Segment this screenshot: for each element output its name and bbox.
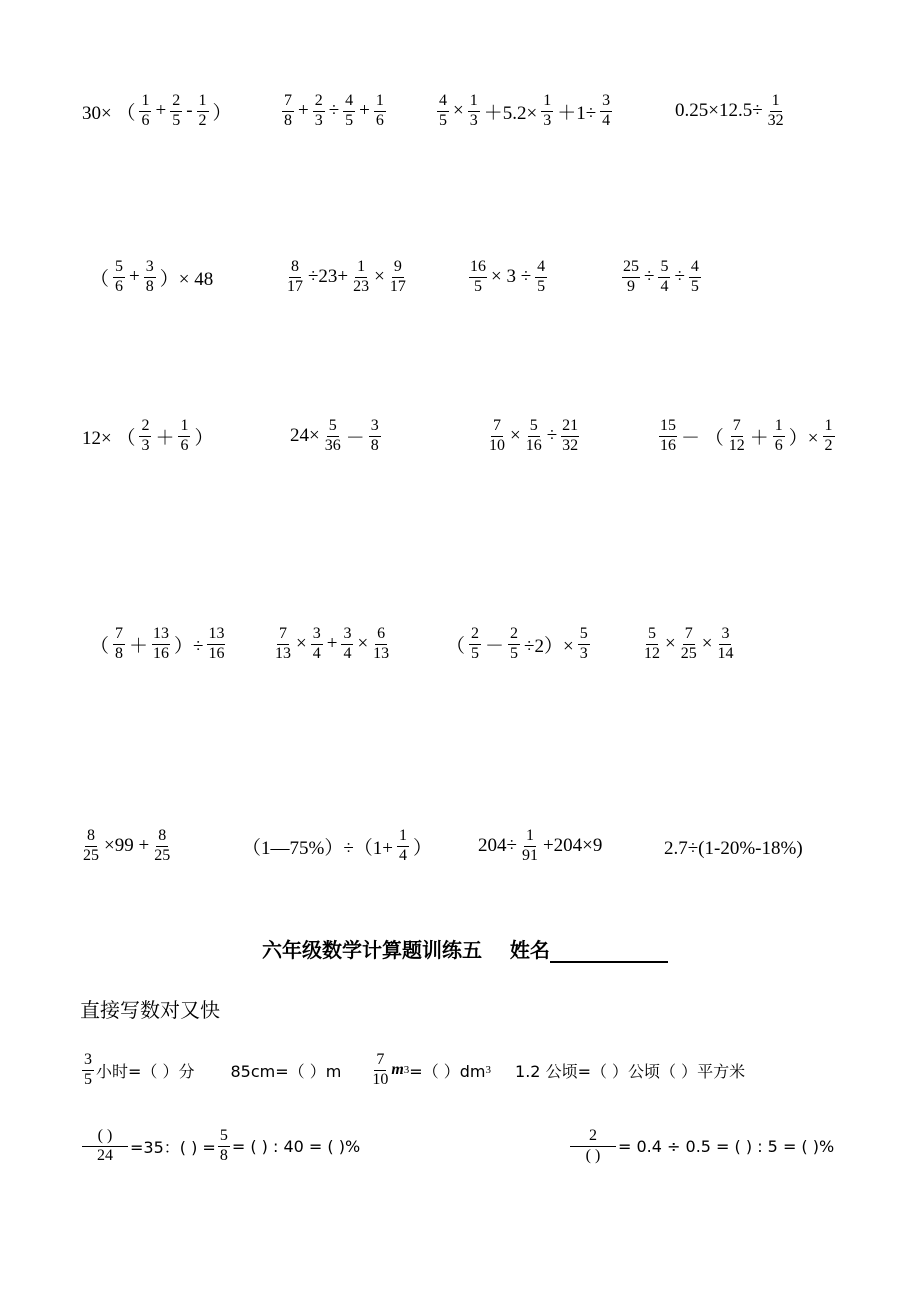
operator-text: × [453, 100, 464, 122]
expression-2-4 [620, 259, 703, 296]
numerator: 21 [561, 418, 579, 437]
numerator: 9 [392, 259, 404, 278]
operator-text: ）÷ [174, 635, 204, 657]
fraction [372, 626, 390, 663]
expression-3-3 [486, 418, 581, 455]
denominator: 12 [728, 436, 745, 454]
denominator: 2 [198, 111, 207, 129]
operator-text: ×99 + [104, 835, 150, 857]
numerator: 5 [528, 418, 540, 437]
q1-mid-c: =（ ）dm [409, 1061, 486, 1081]
q2-left-text: =35：( ) = [130, 1137, 216, 1157]
q1-unit-c: m [391, 1061, 404, 1079]
operator-text: 2.7÷(1-20%-18%) [664, 838, 803, 859]
operator-text: × 3 ÷ [491, 266, 532, 288]
operator-text: ＋ [749, 427, 769, 449]
operator-text: 24× [290, 425, 320, 447]
operator-text: ÷ [328, 100, 340, 122]
expression-4-3 [444, 626, 592, 663]
title-text: 六年级数学计算题训练五 [262, 938, 482, 962]
fraction [659, 418, 677, 455]
fraction [313, 93, 325, 130]
fraction [324, 418, 342, 455]
operator-text: 204÷ [478, 835, 517, 857]
numerator: 5 [327, 418, 339, 437]
fraction [152, 626, 170, 663]
denominator: 4 [312, 644, 321, 662]
operator-text: ） [412, 837, 432, 859]
operator-text: － [345, 427, 365, 449]
fraction [823, 418, 835, 455]
denominator: 4 [660, 277, 669, 295]
numerator: 7 [282, 93, 294, 112]
operator-text: ÷ [644, 266, 655, 288]
numerator: 13 [207, 626, 225, 645]
operator-text: × [357, 633, 369, 655]
expression-5-3 [476, 828, 604, 865]
operator-text: ） [212, 102, 232, 124]
denominator: 5 [537, 277, 546, 295]
fraction [139, 93, 151, 130]
numerator: 7 [683, 626, 695, 645]
operator-text: ）× [788, 427, 819, 449]
expression-4-4 [641, 626, 736, 663]
name-blank[interactable] [550, 941, 668, 963]
numerator: 13 [152, 626, 170, 645]
denominator: 6 [141, 111, 150, 129]
denominator: 5 [172, 111, 181, 129]
fraction [153, 828, 171, 865]
numerator: 2 [313, 93, 325, 112]
expression-2-1 [88, 259, 215, 296]
denominator: 3 [579, 644, 588, 662]
fraction [680, 626, 698, 663]
fraction [716, 626, 734, 663]
denominator: 4 [602, 111, 611, 129]
problem-row-1 [0, 73, 920, 153]
fraction [488, 418, 506, 455]
numerator: 1 [524, 828, 536, 847]
worksheet-title [262, 934, 668, 963]
quick-line-2 [80, 1128, 360, 1165]
numerator: 15 [659, 418, 677, 437]
operator-text: ÷2）× [524, 635, 574, 657]
q1-sup-c: 3 [403, 1064, 410, 1077]
operator-text: + [155, 100, 167, 122]
numerator: 5 [113, 259, 125, 278]
operator-text: － [485, 635, 505, 657]
numerator: 3 [311, 626, 323, 645]
numerator: 1 [541, 93, 553, 112]
section-subtitle: 直接写数对又快 [80, 998, 220, 1022]
denominator: 6 [774, 436, 783, 454]
denominator: 25 [680, 644, 697, 662]
operator-text: × [510, 425, 521, 447]
operator-text: 12× （ [82, 427, 136, 449]
fraction [437, 93, 449, 130]
numerator: 3 [719, 626, 731, 645]
numerator: 1 [374, 93, 386, 112]
expression-5-1 [80, 828, 173, 865]
fraction [521, 828, 539, 865]
fraction [389, 259, 407, 296]
q1-frac-c: $\frac{7}{10}$ [372, 1051, 389, 1088]
fraction [197, 93, 209, 130]
fraction [658, 259, 670, 296]
expression-3-4 [657, 418, 837, 455]
numerator: 4 [437, 93, 449, 112]
denominator: 3 [469, 111, 478, 129]
q1-text-d: 1.2 公顷=（ ）公顷（ ）平方米 [515, 1061, 746, 1081]
operator-text: 0.25×12.5÷ [675, 100, 763, 122]
operator-text: （1—75%）÷（1+ [242, 837, 393, 859]
expression-5-2 [240, 828, 434, 865]
denominator: 16 [525, 436, 542, 454]
numerator: 4 [343, 93, 355, 112]
fraction [274, 626, 292, 663]
fraction [113, 259, 125, 296]
denominator: 16 [660, 436, 676, 454]
fraction [561, 418, 579, 455]
operator-text: + [129, 266, 140, 288]
fraction [622, 259, 640, 296]
numerator: 1 [773, 418, 785, 437]
expression-1-1 [80, 93, 234, 130]
numerator: 5 [646, 626, 658, 645]
fraction [352, 259, 370, 296]
denominator: 25 [83, 846, 99, 864]
operator-text: 30× （ [82, 102, 136, 124]
denominator: 6 [375, 111, 384, 129]
q2-left-tail: = ( ) : 40 = ( )% [231, 1136, 361, 1156]
expression-2-3 [467, 259, 549, 296]
numerator: 2 [139, 418, 151, 437]
operator-text: ＋ [155, 427, 175, 449]
denominator: 6 [115, 277, 124, 295]
denominator: 14 [717, 644, 734, 662]
q2-right-tail: = 0.4 ÷ 0.5 = ( ) : 5 = ( )% [618, 1136, 835, 1156]
numerator: 2 [170, 93, 182, 112]
operator-text: × [701, 633, 713, 655]
denominator: 25 [154, 846, 171, 864]
operator-text: +204×9 [542, 835, 603, 857]
problem-row-2 [0, 245, 920, 325]
fraction [369, 418, 381, 455]
numerator: 7 [277, 626, 289, 645]
numerator: 3 [600, 93, 612, 112]
denominator: 16 [153, 644, 170, 662]
denominator: 91 [521, 846, 538, 864]
operator-text: － （ [681, 427, 724, 449]
denominator: 4 [398, 846, 407, 864]
denominator: 6 [180, 436, 189, 454]
denominator: 8 [115, 644, 124, 662]
numerator: 25 [622, 259, 640, 278]
fraction [728, 418, 746, 455]
expression-5-4 [662, 838, 805, 860]
expression-4-2 [272, 626, 392, 663]
numerator: 7 [731, 418, 743, 437]
name-label: 姓名 [509, 938, 550, 962]
operator-text: ）× 48 [159, 268, 214, 290]
fraction [508, 626, 520, 663]
denominator: 17 [287, 277, 303, 295]
denominator: 32 [767, 111, 784, 129]
numerator: 8 [156, 828, 168, 847]
denominator: 9 [627, 277, 635, 295]
expression-1-3 [435, 93, 614, 130]
fraction [600, 93, 612, 130]
operator-text: ÷23+ [308, 266, 349, 288]
numerator: 1 [139, 93, 151, 112]
fraction [643, 626, 661, 663]
quick-line-2-right [568, 1128, 834, 1165]
expression-3-2 [288, 418, 383, 455]
problem-row-5 [0, 812, 920, 892]
operator-text: ＋ [129, 635, 149, 657]
numerator: 2 [508, 626, 520, 645]
quick-line-1 [80, 1052, 745, 1089]
operator-text: + [359, 100, 370, 122]
denominator: 5 [690, 277, 699, 295]
operator-text: （ [90, 268, 110, 290]
numerator: 1 [823, 418, 835, 437]
numerator: 16 [469, 259, 487, 278]
denominator: 12 [644, 644, 660, 662]
expression-2-2 [284, 259, 409, 296]
fraction [578, 626, 590, 663]
denominator: 32 [562, 436, 579, 454]
numerator: 1 [770, 93, 782, 112]
fraction [286, 259, 304, 296]
numerator: 7 [113, 626, 125, 645]
numerator: 4 [689, 259, 701, 278]
numerator: 1 [178, 418, 190, 437]
numerator: 2 [469, 626, 481, 645]
expression-4-1 [88, 626, 227, 663]
denominator: 3 [141, 436, 150, 454]
operator-text: ） [194, 427, 214, 449]
fraction [139, 418, 151, 455]
fraction [397, 828, 409, 865]
numerator: 3 [369, 418, 381, 437]
denominator: 5 [471, 644, 480, 662]
numerator: 5 [578, 626, 590, 645]
operator-text: + [326, 633, 338, 655]
q1-text-a: 小时=（ ）分 [96, 1061, 195, 1081]
numerator: 4 [535, 259, 547, 278]
operator-text: - [186, 100, 193, 122]
numerator: 5 [658, 259, 670, 278]
fraction [541, 93, 553, 130]
operator-text: ＋1÷ [557, 102, 597, 124]
fraction [113, 626, 125, 663]
operator-text: ÷ [546, 425, 558, 447]
fraction [82, 828, 100, 865]
fraction [178, 418, 190, 455]
numerator: 1 [468, 93, 480, 112]
denominator: 3 [314, 111, 323, 129]
fraction [144, 259, 156, 296]
fraction [170, 93, 182, 130]
numerator: 8 [85, 828, 97, 847]
numerator: 6 [375, 626, 387, 645]
operator-text: + [298, 100, 309, 122]
q2-left-frac: $\frac{( )}{24}$ [82, 1128, 128, 1165]
numerator: 1 [355, 259, 367, 278]
expression-3-1 [80, 418, 216, 455]
fraction [374, 93, 386, 130]
operator-text: × [665, 633, 676, 655]
operator-text: × [296, 633, 307, 655]
operator-text: ＋5.2× [483, 102, 538, 124]
fraction [469, 626, 481, 663]
denominator: 5 [345, 111, 354, 129]
fraction [469, 259, 487, 296]
problem-row-4 [0, 608, 920, 688]
fraction [689, 259, 701, 296]
numerator: 8 [289, 259, 301, 278]
denominator: 5 [474, 277, 482, 295]
expression-1-4 [673, 93, 787, 130]
numerator: 3 [144, 259, 156, 278]
fraction [311, 626, 323, 663]
fraction [282, 93, 294, 130]
fraction [343, 93, 355, 130]
numerator: 7 [491, 418, 503, 437]
q1-text-b: 85cm=（ ）m [230, 1061, 342, 1081]
q2-right-frac: $\frac{2}{( )}$ [570, 1128, 616, 1165]
denominator: 8 [370, 436, 379, 454]
fraction [535, 259, 547, 296]
fraction [773, 418, 785, 455]
denominator: 4 [343, 644, 352, 662]
expression-1-2 [280, 93, 388, 130]
denominator: 17 [389, 277, 406, 295]
fraction [767, 93, 785, 130]
q1-frac-a: $\frac{3}{5}$ [84, 1051, 92, 1088]
operator-text: ÷ [674, 266, 685, 288]
operator-text: （ [446, 635, 466, 657]
denominator: 23 [353, 277, 370, 295]
denominator: 36 [324, 436, 341, 454]
problem-row-3 [0, 402, 920, 482]
denominator: 13 [275, 644, 291, 662]
q2-left-frac2: $\frac{5}{8}$ [219, 1127, 228, 1164]
numerator: 1 [397, 828, 409, 847]
denominator: 5 [439, 111, 447, 129]
denominator: 10 [489, 436, 505, 454]
denominator: 5 [510, 644, 519, 662]
fraction [341, 626, 353, 663]
operator-text: × [374, 266, 385, 288]
denominator: 2 [824, 436, 833, 454]
fraction [207, 626, 225, 663]
denominator: 3 [543, 111, 552, 129]
numerator: 3 [341, 626, 353, 645]
fraction [468, 93, 480, 130]
denominator: 16 [208, 644, 225, 662]
fraction [525, 418, 543, 455]
q1-sup-c2: 3 [485, 1064, 492, 1077]
numerator: 1 [197, 93, 209, 112]
denominator: 8 [284, 111, 292, 129]
denominator: 13 [373, 644, 390, 662]
operator-text: （ [90, 635, 110, 657]
denominator: 8 [145, 277, 154, 295]
